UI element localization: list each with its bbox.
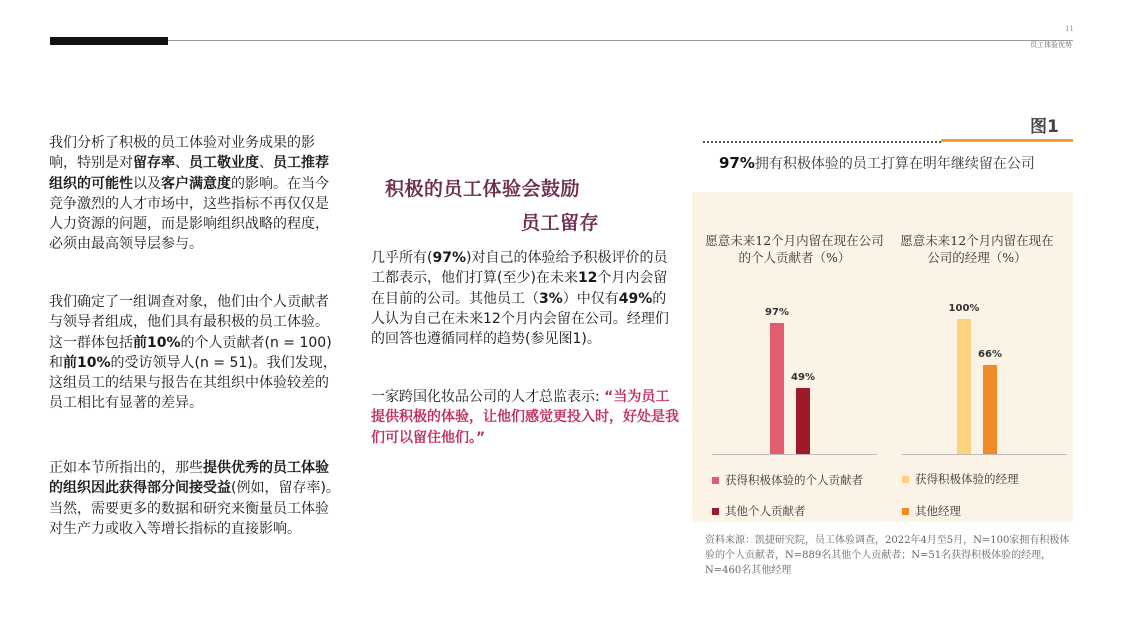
chart-1-bar-positive [770, 323, 784, 454]
bold-run: 12 [577, 270, 598, 287]
text-run: 、 [259, 155, 273, 172]
legend-swatch [902, 476, 909, 483]
chart-1-baseline [712, 454, 877, 455]
chart-1-legend-positive [712, 472, 863, 488]
legend-label: 获得积极体验的经理 [915, 472, 1019, 486]
chart-2-legend-other [902, 503, 961, 519]
left-paragraph-1 [49, 133, 341, 255]
bold-run: 员工敬业度 [189, 155, 259, 172]
bold-run: 49% [618, 290, 653, 307]
chart-2-value-label-other: 66% [978, 348, 1002, 360]
text-run: ）中仅有 [562, 290, 619, 307]
quote-text: “当为员工提供积极的体验，让他们感觉更投入时，好处是我们可以留住他们。” [371, 389, 679, 446]
text-run: 正如本节所指出的，那些 [49, 460, 203, 476]
text-run: 以及 [133, 175, 161, 192]
chart-1-bar-other [796, 388, 810, 454]
legend-label: 其他个人贡献者 [725, 504, 806, 518]
text-run: 我们确定了一组调查对象，他们由个人贡献者与领导者组成，他们具有最积极的员工体验。这一群体包括 [49, 294, 329, 351]
figure-title-text: 拥有积极体验的员工打算在明年继续留在公司 [754, 156, 1035, 172]
left-paragraph-3 [49, 458, 341, 539]
bold-run: 97% [432, 250, 466, 266]
chart-1-value-label-other: 49% [791, 371, 815, 383]
text-run: (例如，留存率)。当然，需要更多的数据和研究来衡量员工体验对生产力或收入等增长指标的直接影响。 [49, 480, 340, 537]
bold-run: 3% [539, 290, 563, 307]
bold-run: 前10% [63, 354, 111, 371]
page-number: 11 [1065, 25, 1074, 33]
figure-source-note: 资料来源：凯捷研究院，员工体验调查，2022年4月至5月，N=100家拥有积极体验的个人贡献者，N=889名其他个人贡献者；N=51名获得积极体验的经理，N=460名其他经理 [705, 535, 1070, 576]
text-run: )对自己的体验给予积极评价的员工都表示，他们打算(至少)在未来 [371, 250, 668, 287]
figure-dotted-rule [703, 141, 941, 143]
header-accent-bar [50, 37, 168, 45]
bold-run: 员工推荐组织的可能性 [49, 155, 329, 192]
legend-swatch [712, 508, 719, 515]
chart-1-value-label-positive: 97% [765, 307, 789, 319]
bold-run: 留存率 [133, 155, 175, 172]
text-run: 的人认为自己在未来12个月内会留在公司。经理们的回答也遵循同样的趋势(参见图1)。 [371, 290, 669, 348]
bold-run: 提供优秀的员工体验的组织因此获得部分间接受益 [49, 460, 329, 497]
text-run: 我们分析了积极的员工体验对业务成果的影响，特别是对 [49, 135, 315, 172]
text-run: 、 [175, 155, 189, 172]
text-run: 的影响。在当今竞争激烈的人才市场中，这些指标不再仅仅是人力资源的问题，而是影响组织战略的程度，必须由最高领导层参与。 [49, 175, 329, 253]
text-run: 一家跨国化妆品公司的人才总监表示: [371, 389, 605, 405]
text-run: 的个人贡献者(n = 100)和 [49, 334, 332, 371]
header-rule [168, 40, 1073, 41]
text-run: 个月内会留在目前的公司。其他员工（ [371, 270, 668, 307]
middle-paragraph-2 [371, 387, 679, 448]
text-run: 的受访领导人(n = 51)。我们发现，这组员工的结果与报告在其组织中体验较差的员工相比有显著的差异。 [49, 354, 337, 412]
legend-label: 获得积极体验的个人贡献者 [725, 473, 863, 487]
middle-paragraph-1 [371, 248, 679, 349]
figure-label: 图1 [1030, 117, 1059, 137]
figure-title [719, 153, 1079, 173]
chart-2-title: 愿意未来12个月内留在现在公司的经理（%） [900, 233, 1054, 265]
section-heading-line1: 积极的员工体验会鼓励 [385, 178, 581, 200]
bold-run: 前10% [133, 334, 181, 351]
chart-2-bar-positive [957, 319, 971, 454]
section-label: 员工体验优势 [1030, 41, 1072, 49]
chart-panel [692, 192, 1073, 522]
left-paragraph-2 [49, 292, 341, 414]
section-heading-line2: 员工留存 [521, 212, 600, 234]
chart-2-baseline [902, 454, 1067, 455]
text-run: 几乎所有( [371, 250, 433, 266]
chart-2-bar-other [983, 365, 997, 454]
figure-title-highlight: 97% [719, 154, 755, 172]
legend-swatch [902, 508, 909, 515]
chart-1-title: 愿意未来12个月内留在现在公司的个人贡献者（%） [705, 233, 884, 265]
legend-label: 其他经理 [915, 504, 961, 518]
chart-2-value-label-positive: 100% [948, 303, 980, 314]
chart-1-legend-other [712, 503, 806, 519]
bold-run: 客户满意度 [161, 175, 231, 192]
figure-accent-rule [941, 139, 1073, 142]
chart-2-legend-positive [902, 471, 1019, 487]
legend-swatch [712, 477, 719, 484]
